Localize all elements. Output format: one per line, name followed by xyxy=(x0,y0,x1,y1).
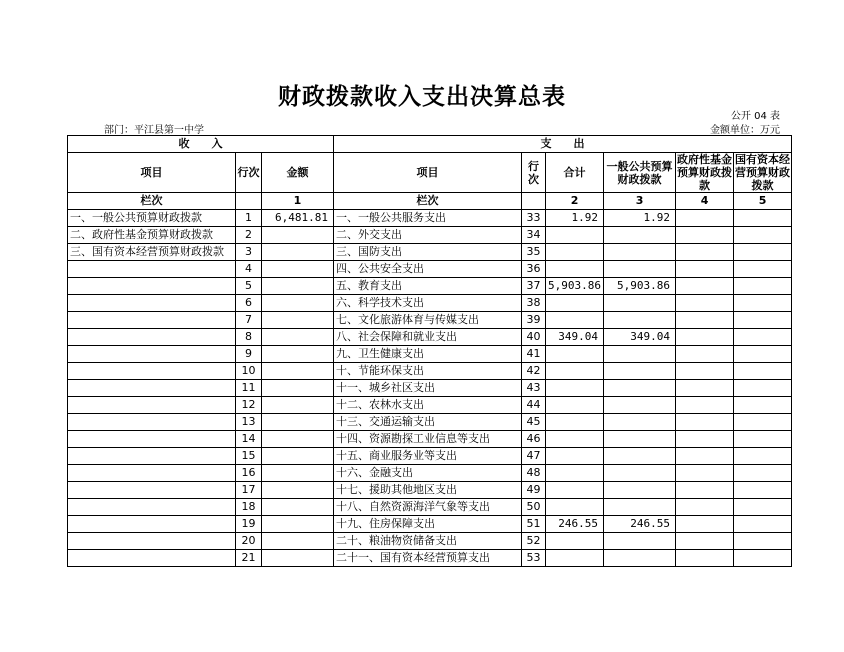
expense-row-no-cell: 33 xyxy=(522,210,546,227)
state-capital-amount-cell xyxy=(734,431,792,448)
expense-total-cell xyxy=(546,465,604,482)
index-label-2: 栏次 xyxy=(334,193,522,210)
department-label: 部门：平江县第一中学 xyxy=(104,125,204,136)
table-row xyxy=(68,346,792,363)
income-item-cell: 二、政府性基金预算财政拨款 xyxy=(68,227,236,244)
income-amount-cell xyxy=(262,499,334,516)
income-row-no-cell: 20 xyxy=(236,533,262,550)
expense-item-cell: 六、科学技术支出 xyxy=(334,295,522,312)
gov-fund-amount-cell xyxy=(676,380,734,397)
expense-row-no-cell: 53 xyxy=(522,550,546,567)
gov-fund-amount-cell xyxy=(676,346,734,363)
expense-total-cell xyxy=(546,431,604,448)
expense-item-cell: 十七、援助其他地区支出 xyxy=(334,482,522,499)
income-amount-cell xyxy=(262,431,334,448)
expense-row-no-cell: 49 xyxy=(522,482,546,499)
expense-item-cell: 十二、农林水支出 xyxy=(334,397,522,414)
expense-item-cell: 四、公共安全支出 xyxy=(334,261,522,278)
expense-row-no-cell: 45 xyxy=(522,414,546,431)
expense-row-no-cell: 47 xyxy=(522,448,546,465)
expense-item-cell: 二、外交支出 xyxy=(334,227,522,244)
income-row-no-cell: 11 xyxy=(236,380,262,397)
income-row-no-cell: 8 xyxy=(236,329,262,346)
income-amount-cell xyxy=(262,312,334,329)
expense-row-no-cell: 48 xyxy=(522,465,546,482)
state-capital-amount-cell xyxy=(734,550,792,567)
income-row-no-cell: 2 xyxy=(236,227,262,244)
income-amount-cell: 6,481.81 xyxy=(262,210,334,227)
income-row-no-cell: 15 xyxy=(236,448,262,465)
expense-row-no-cell: 36 xyxy=(522,261,546,278)
income-item-cell xyxy=(68,380,236,397)
general-budget-amount-cell: 246.55 xyxy=(604,516,676,533)
income-item-cell xyxy=(68,312,236,329)
expense-total-cell xyxy=(546,363,604,380)
income-item-cell xyxy=(68,499,236,516)
expense-total-cell xyxy=(546,414,604,431)
income-amount-cell xyxy=(262,346,334,363)
table-row xyxy=(68,397,792,414)
header-general-budget: 一般公共预算财政拨款 xyxy=(604,153,676,193)
state-capital-amount-cell xyxy=(734,295,792,312)
expense-total-cell xyxy=(546,312,604,329)
gov-fund-amount-cell xyxy=(676,261,734,278)
expense-total-cell xyxy=(546,227,604,244)
table-row xyxy=(68,210,792,227)
expense-total-cell xyxy=(546,499,604,516)
expense-item-cell: 十五、商业服务业等支出 xyxy=(334,448,522,465)
income-item-cell xyxy=(68,329,236,346)
table-row xyxy=(68,431,792,448)
income-row-no-cell: 18 xyxy=(236,499,262,516)
table-row xyxy=(68,227,792,244)
expense-total-cell xyxy=(546,482,604,499)
income-row-no-cell: 13 xyxy=(236,414,262,431)
income-item-cell: 三、国有资本经营预算财政拨款 xyxy=(68,244,236,261)
income-amount-cell xyxy=(262,261,334,278)
gov-fund-amount-cell xyxy=(676,278,734,295)
gov-fund-amount-cell xyxy=(676,465,734,482)
index-4: 4 xyxy=(676,193,734,210)
income-amount-cell xyxy=(262,363,334,380)
header-state-capital: 国有资本经营预算财政拨款 xyxy=(735,153,791,192)
index-5: 5 xyxy=(734,193,792,210)
expense-row-no-cell: 38 xyxy=(522,295,546,312)
expense-total-cell: 1.92 xyxy=(546,210,604,227)
table-row xyxy=(68,329,792,346)
state-capital-amount-cell xyxy=(734,244,792,261)
general-budget-amount-cell xyxy=(604,295,676,312)
expense-row-no-cell: 43 xyxy=(522,380,546,397)
table-row xyxy=(68,380,792,397)
income-row-no-cell: 17 xyxy=(236,482,262,499)
header-income-row-no: 行次 xyxy=(236,153,262,193)
unit-label: 金额单位：万元 xyxy=(710,125,780,136)
income-item-cell xyxy=(68,465,236,482)
expense-row-no-cell: 46 xyxy=(522,431,546,448)
income-item-cell xyxy=(68,550,236,567)
expense-total-cell xyxy=(546,261,604,278)
index-label: 栏次 xyxy=(68,193,236,210)
expense-item-cell: 二十、粮油物资储备支出 xyxy=(334,533,522,550)
expense-total-cell: 349.04 xyxy=(546,329,604,346)
income-amount-cell xyxy=(262,516,334,533)
income-item-cell xyxy=(68,431,236,448)
gov-fund-amount-cell xyxy=(676,210,734,227)
gov-fund-amount-cell xyxy=(676,550,734,567)
expense-row-no-cell: 44 xyxy=(522,397,546,414)
index-2: 2 xyxy=(546,193,604,210)
table-row xyxy=(68,448,792,465)
general-budget-amount-cell xyxy=(604,397,676,414)
expense-item-cell: 十八、自然资源海洋气象等支出 xyxy=(334,499,522,516)
budget-table xyxy=(67,135,792,567)
general-budget-amount-cell xyxy=(604,482,676,499)
income-item-cell xyxy=(68,346,236,363)
state-capital-amount-cell xyxy=(734,499,792,516)
expense-total-cell: 246.55 xyxy=(546,516,604,533)
income-item-cell xyxy=(68,516,236,533)
header-gov-fund: 政府性基金预算财政拨款 xyxy=(677,153,733,192)
income-amount-cell xyxy=(262,533,334,550)
gov-fund-amount-cell xyxy=(676,414,734,431)
income-amount-cell xyxy=(262,329,334,346)
expense-item-cell: 九、卫生健康支出 xyxy=(334,346,522,363)
income-row-no-cell: 1 xyxy=(236,210,262,227)
state-capital-amount-cell xyxy=(734,261,792,278)
expense-item-cell: 十四、资源勘探工业信息等支出 xyxy=(334,431,522,448)
expense-row-no-cell: 35 xyxy=(522,244,546,261)
gov-fund-amount-cell xyxy=(676,533,734,550)
general-budget-amount-cell xyxy=(604,431,676,448)
income-item-cell: 一、一般公共预算财政拨款 xyxy=(68,210,236,227)
section-income: 收 入 xyxy=(68,136,334,153)
expense-total-cell xyxy=(546,533,604,550)
income-row-no-cell: 6 xyxy=(236,295,262,312)
expense-row-no-cell: 37 xyxy=(522,278,546,295)
expense-item-cell: 二十一、国有资本经营预算支出 xyxy=(334,550,522,567)
table-row xyxy=(68,312,792,329)
gov-fund-amount-cell xyxy=(676,329,734,346)
general-budget-amount-cell xyxy=(604,244,676,261)
expense-total-cell xyxy=(546,397,604,414)
table-row xyxy=(68,516,792,533)
table-row xyxy=(68,414,792,431)
general-budget-amount-cell xyxy=(604,261,676,278)
income-row-no-cell: 5 xyxy=(236,278,262,295)
header-expense-item: 项目 xyxy=(334,153,522,193)
state-capital-amount-cell xyxy=(734,312,792,329)
income-amount-cell xyxy=(262,482,334,499)
expense-row-no-cell: 40 xyxy=(522,329,546,346)
income-item-cell xyxy=(68,261,236,278)
general-budget-amount-cell: 349.04 xyxy=(604,329,676,346)
table-row xyxy=(68,482,792,499)
table-row xyxy=(68,363,792,380)
state-capital-amount-cell xyxy=(734,516,792,533)
expense-row-no-cell: 42 xyxy=(522,363,546,380)
general-budget-amount-cell xyxy=(604,363,676,380)
index-blank xyxy=(236,193,262,210)
expense-row-no-cell: 34 xyxy=(522,227,546,244)
table-row xyxy=(68,295,792,312)
state-capital-amount-cell xyxy=(734,465,792,482)
expense-item-cell: 三、国防支出 xyxy=(334,244,522,261)
gov-fund-amount-cell xyxy=(676,397,734,414)
table-row xyxy=(68,533,792,550)
income-row-no-cell: 7 xyxy=(236,312,262,329)
gov-fund-amount-cell xyxy=(676,448,734,465)
expense-row-no-cell: 51 xyxy=(522,516,546,533)
state-capital-amount-cell xyxy=(734,482,792,499)
table-row xyxy=(68,278,792,295)
index-3: 3 xyxy=(604,193,676,210)
expense-total-cell xyxy=(546,346,604,363)
income-item-cell xyxy=(68,363,236,380)
expense-item-cell: 五、教育支出 xyxy=(334,278,522,295)
expense-total-cell: 5,903.86 xyxy=(546,278,604,295)
income-row-no-cell: 16 xyxy=(236,465,262,482)
income-row-no-cell: 10 xyxy=(236,363,262,380)
gov-fund-amount-cell xyxy=(676,295,734,312)
general-budget-amount-cell xyxy=(604,533,676,550)
expense-row-no-cell: 52 xyxy=(522,533,546,550)
expense-item-cell: 十一、城乡社区支出 xyxy=(334,380,522,397)
table-row xyxy=(68,261,792,278)
column-header-row xyxy=(68,153,792,193)
expense-total-cell xyxy=(546,295,604,312)
expense-total-cell xyxy=(546,380,604,397)
income-amount-cell xyxy=(262,227,334,244)
state-capital-amount-cell xyxy=(734,278,792,295)
page-title: 财政拨款收入支出决算总表 xyxy=(278,84,566,110)
expense-total-cell xyxy=(546,448,604,465)
state-capital-amount-cell xyxy=(734,533,792,550)
general-budget-amount-cell xyxy=(604,346,676,363)
index-1: 1 xyxy=(262,193,334,210)
column-index-row xyxy=(68,193,792,210)
income-item-cell xyxy=(68,482,236,499)
state-capital-amount-cell xyxy=(734,329,792,346)
income-item-cell xyxy=(68,414,236,431)
index-blank-2 xyxy=(522,193,546,210)
header-income-item: 项目 xyxy=(68,153,236,193)
general-budget-amount-cell xyxy=(604,380,676,397)
income-item-cell xyxy=(68,448,236,465)
general-budget-amount-cell xyxy=(604,448,676,465)
expense-item-cell: 七、文化旅游体育与传媒支出 xyxy=(334,312,522,329)
expense-item-cell: 八、社会保障和就业支出 xyxy=(334,329,522,346)
income-amount-cell xyxy=(262,465,334,482)
income-amount-cell xyxy=(262,414,334,431)
expense-item-cell: 十三、交通运输支出 xyxy=(334,414,522,431)
income-amount-cell xyxy=(262,278,334,295)
income-row-no-cell: 4 xyxy=(236,261,262,278)
gov-fund-amount-cell xyxy=(676,244,734,261)
general-budget-amount-cell xyxy=(604,550,676,567)
state-capital-amount-cell xyxy=(734,346,792,363)
expense-item-cell: 十、节能环保支出 xyxy=(334,363,522,380)
table-row xyxy=(68,465,792,482)
section-expense: 支 出 xyxy=(334,136,792,153)
gov-fund-amount-cell xyxy=(676,227,734,244)
gov-fund-amount-cell xyxy=(676,516,734,533)
state-capital-amount-cell xyxy=(734,448,792,465)
income-item-cell xyxy=(68,295,236,312)
income-amount-cell xyxy=(262,244,334,261)
header-total: 合计 xyxy=(546,153,604,193)
income-amount-cell xyxy=(262,295,334,312)
general-budget-amount-cell xyxy=(604,465,676,482)
state-capital-amount-cell xyxy=(734,363,792,380)
gov-fund-amount-cell xyxy=(676,499,734,516)
header-expense-row-no: 行次 xyxy=(522,153,546,193)
state-capital-amount-cell xyxy=(734,380,792,397)
form-code: 公开 04 表 xyxy=(730,111,780,122)
gov-fund-amount-cell xyxy=(676,363,734,380)
income-item-cell xyxy=(68,278,236,295)
expense-row-no-cell: 50 xyxy=(522,499,546,516)
expense-item-cell: 十六、金融支出 xyxy=(334,465,522,482)
income-row-no-cell: 9 xyxy=(236,346,262,363)
table-row xyxy=(68,550,792,567)
expense-row-no-cell: 41 xyxy=(522,346,546,363)
gov-fund-amount-cell xyxy=(676,482,734,499)
income-row-no-cell: 19 xyxy=(236,516,262,533)
expense-row-no-cell: 39 xyxy=(522,312,546,329)
general-budget-amount-cell xyxy=(604,414,676,431)
income-amount-cell xyxy=(262,550,334,567)
income-amount-cell xyxy=(262,448,334,465)
expense-total-cell xyxy=(546,550,604,567)
income-amount-cell xyxy=(262,397,334,414)
income-row-no-cell: 3 xyxy=(236,244,262,261)
income-row-no-cell: 14 xyxy=(236,431,262,448)
table-row xyxy=(68,244,792,261)
general-budget-amount-cell xyxy=(604,227,676,244)
table-row xyxy=(68,499,792,516)
state-capital-amount-cell xyxy=(734,397,792,414)
general-budget-amount-cell xyxy=(604,499,676,516)
section-header-row xyxy=(68,136,792,153)
income-amount-cell xyxy=(262,380,334,397)
expense-item-cell: 十九、住房保障支出 xyxy=(334,516,522,533)
state-capital-amount-cell xyxy=(734,414,792,431)
income-row-no-cell: 12 xyxy=(236,397,262,414)
general-budget-amount-cell: 5,903.86 xyxy=(604,278,676,295)
income-row-no-cell: 21 xyxy=(236,550,262,567)
gov-fund-amount-cell xyxy=(676,431,734,448)
state-capital-amount-cell xyxy=(734,210,792,227)
general-budget-amount-cell: 1.92 xyxy=(604,210,676,227)
income-item-cell xyxy=(68,533,236,550)
header-amount: 金额 xyxy=(262,153,334,193)
expense-item-cell: 一、一般公共服务支出 xyxy=(334,210,522,227)
expense-total-cell xyxy=(546,244,604,261)
gov-fund-amount-cell xyxy=(676,312,734,329)
income-item-cell xyxy=(68,397,236,414)
state-capital-amount-cell xyxy=(734,227,792,244)
general-budget-amount-cell xyxy=(604,312,676,329)
